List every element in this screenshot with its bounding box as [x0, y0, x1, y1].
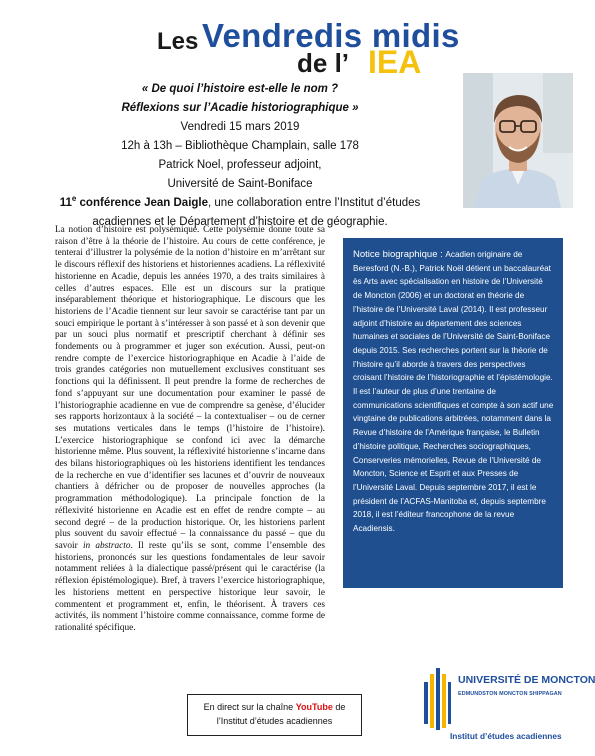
youtube-box — [187, 694, 362, 736]
header-de-l: de l’ — [297, 48, 350, 78]
header-les: Les — [157, 28, 199, 55]
youtube-prefix: En direct sur la chaîne — [203, 702, 296, 712]
abstract-end: . Il reste qu’ils se sont, comme l’ensemble des historiens, prononcés sur les questions fondamentales de leur savoir notamment reliées à la dialectique passé/présent qui le caractérise (la réflexion épistémologique). Bref, à travers l’exercice historiographique, les historiens mettent en perspective historique leur savoir, le commentent et programment et, enfin, le théorisent. À travers ces activités, ils nomment l’histoire comme connaissance, comme forme de rationalité spécifique. — [55, 540, 325, 633]
talk-speaker: Patrick Noel, professeur adjoint, — [158, 159, 322, 171]
conference-collab-1: , une collaboration entre l’Institut d’études — [208, 197, 421, 209]
header-iea: IEA — [368, 44, 422, 80]
talk-date: Vendredi 15 mars 2019 — [180, 121, 300, 133]
abstract-text — [55, 225, 325, 670]
abstract-paragraph — [55, 225, 325, 635]
logo-institute: Institut d’études acadiennes — [450, 731, 562, 741]
talk-title-line1: « De quoi l’histoire est-elle le nom ? — [141, 83, 339, 95]
bio-box — [343, 238, 563, 588]
university-logo — [420, 668, 595, 748]
logo-campuses: EDMUNDSTON MONCTON SHIPPAGAN — [458, 691, 562, 697]
youtube-suffix: de — [332, 702, 346, 712]
abstract-italic: in abstracto — [82, 540, 131, 551]
abstract-main: La notion d’histoire est polysémique. Cette polysémie donne toute sa raison d’être à la théorie de l’histoire. Au cours de cette conférence, je tenterai d’illustrer la polysémie de la notion d’histoire en m’arrêtant sur le discours réflexif des historiens et historiennes acadiens. La réflexivité historienne en Acadie, depuis les années 1970, a des traits similaires à celles d’autres espaces. Elle est un discours sur la pratique inséparablement théorique et historiographique. Le discours que les historiens de l’Acadie tiennent sur leur savoir se caractérise tant par un souci empirique le portant à s’intéresser à son passé et à son devenir que par un souci plus normatif et prescriptif cherchant à définir ses fondements ou à programmer et juger son exécution. Aussi, peut-on rendre compte de l’exercice historiographique en Acadie à l’aide de trois grandes catégories non mutuellement exclusives constituant ses fonctions qui la définissent. Il peut prendre la forme de recherches de fond s’appuyant sur une documentation pour examiner le passé de l’historiographie acadienne en vue de comprendre sa genèse, d’élucider ses rapports horizontaux à la société – la contextualiser – ou de cerner ses mutations verticales dans le temps (l’histoire de l’histoire). L’exercice historiographique se confond ici avec la démarche historienne même. Plus souvent, la réflexivité historienne s’incarne dans des bilans historiographiques où les historiens identifient les tendances de la recherche en vue d’identifier ses lacunes et d’ouvrir de nouveaux chantiers à défricher ou de proposer de nouvelles approches (la programmation méthodologique). La principale fonction de la réflexivité historienne en Acadie est en effet de rendre compte – au second degré – de la production historique. Or, les historiens parlent plus souvent du savoir effectué – la connaissance du passé – que du savoir — [55, 225, 325, 551]
youtube-line1 — [188, 700, 361, 714]
talk-time-place: 12h à 13h – Bibliothèque Champlain, salle 178 — [121, 140, 359, 152]
youtube-link[interactable]: YouTube — [295, 702, 333, 712]
bio-label: Notice biographique : — [353, 249, 446, 260]
conference-name: conférence Jean Daigle — [76, 197, 209, 209]
event-header — [0, 0, 580, 80]
talk-affiliation: Université de Saint-Boniface — [167, 178, 313, 190]
talk-conference — [30, 194, 450, 213]
conference-number: 11 — [59, 197, 72, 209]
youtube-line2: l’Institut d’études acadiennes — [216, 716, 333, 726]
moncton-bars-logo-icon — [422, 668, 452, 736]
bio-text: Acadien originaire de Beresford (N.-B.), Patrick Noël détient un baccalauréat ès Arts avec spécialisation en histoire de l’Université de Moncton (2006) et un doctorat en théorie de l’histoire de l’Université Laval (2014). Il est professeur adjoint d’histoire au département des sciences humaines et sociales de l’Université de Saint-Boniface depuis 2015. Ses recherches portent sur la théorie de l’histoire qu’il aborde à travers des perspectives croisant l’histoire de l’historiographie et l’épistémologie. Il est l’auteur de plus d’une trentaine de communications scientifiques et compte à son actif une vingtaine de publications arbitrées, notamment dans la Revue d’histoire de l’Amérique française, le Bulletin d’histoire politique, Recherches sociographiques, Conserveries mémorielles, Revue de l’Université de Moncton, Science et Esprit et aux Presses de l’Université Laval. Depuis septembre 2017, il est le président de l’ACFAS-Manitoba et, depuis septembre 2018, il est l’éditeur francophone de la revue Acadiensis. — [353, 250, 554, 534]
talk-title-line2: Réflexions sur l’Acadie historiographique » — [121, 102, 359, 114]
header-vendredis-midis: Vendredis midis — [202, 17, 460, 54]
conference-collab-2: acadiennes et le Département d’histoire et de géographie. — [92, 216, 388, 228]
logo-university-name: UNIVERSITÉ DE MONCTON — [458, 674, 595, 686]
talk-info — [30, 80, 450, 232]
conference-sup: e — [71, 194, 77, 204]
speaker-photo — [463, 73, 573, 208]
